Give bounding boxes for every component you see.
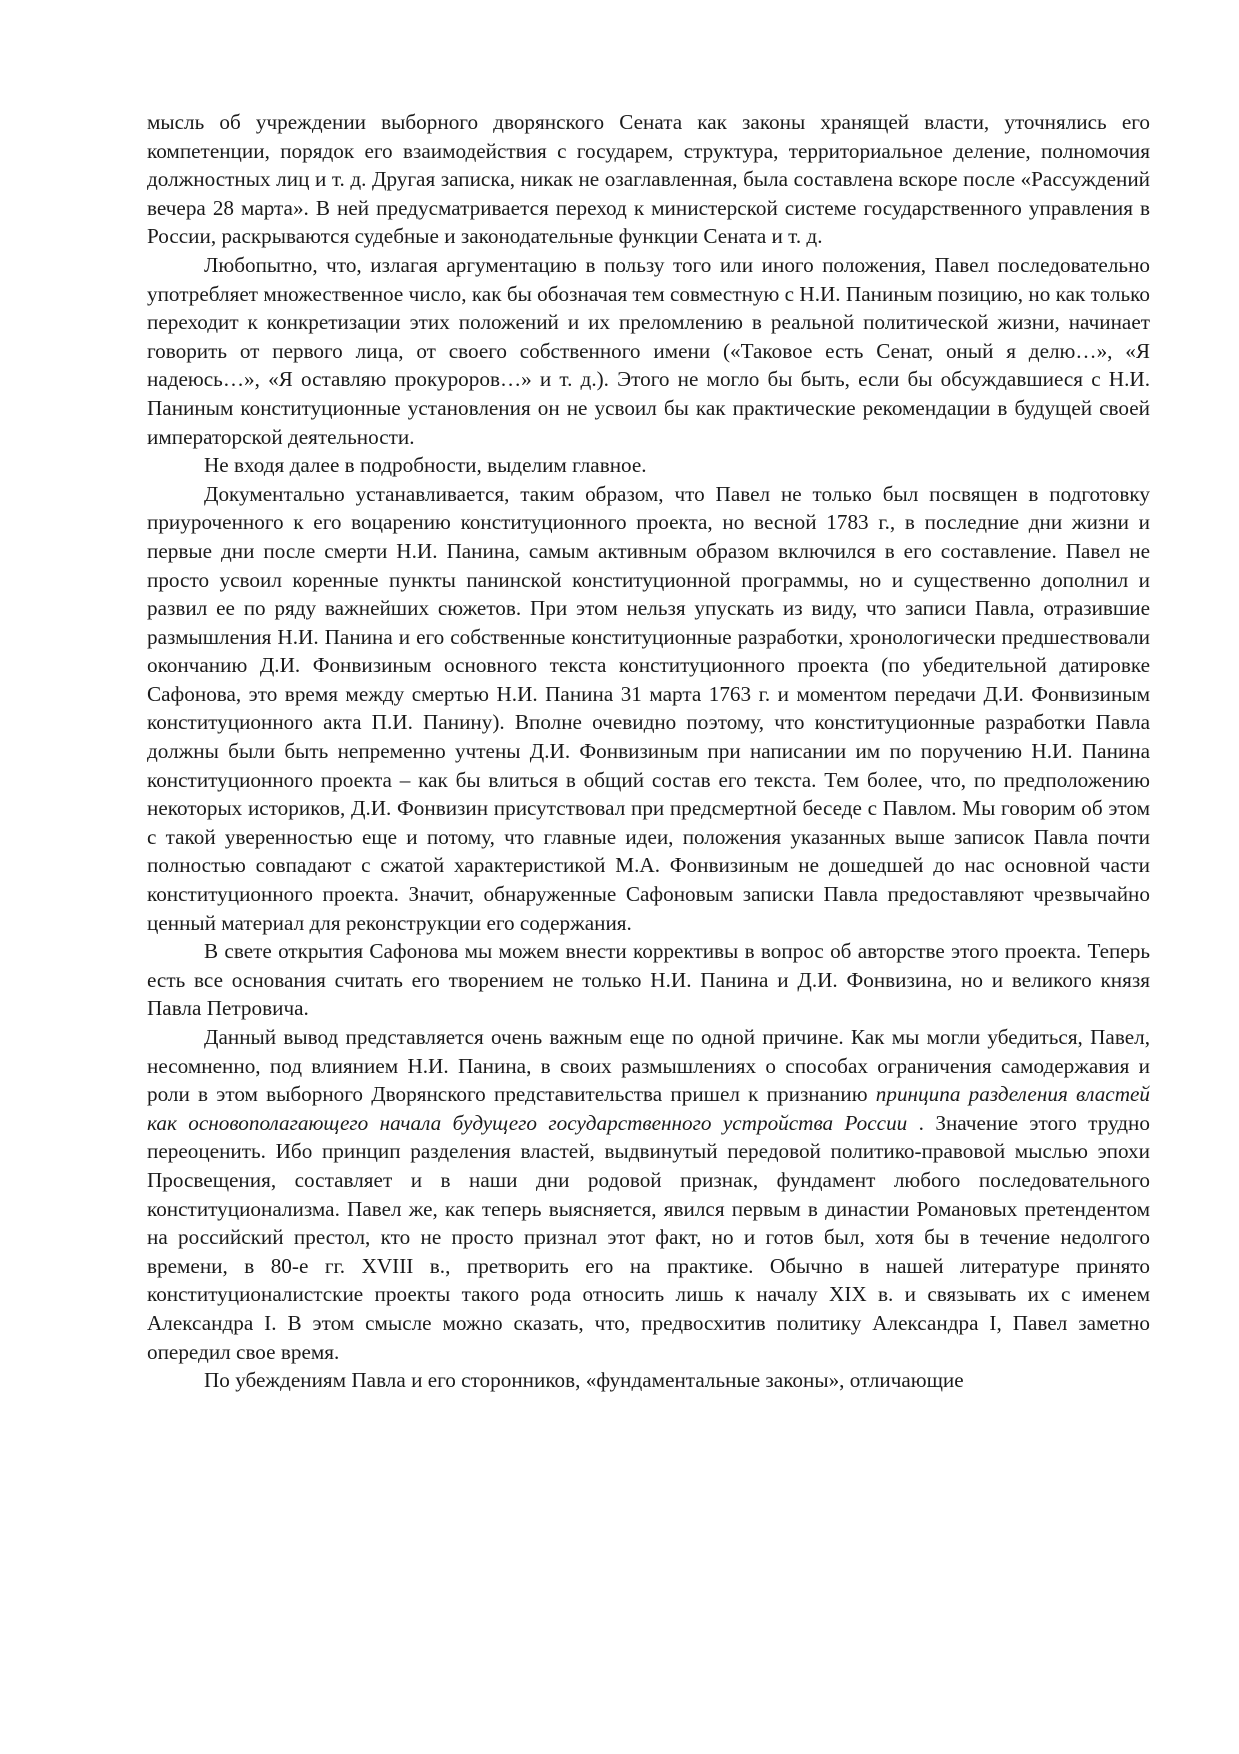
- separation-text-after: . Значение этого трудно переоценить. Ибо принцип разделения властей, выдвинутый передовой политико-правовой мыслью эпохи Просвещения, составляет и в наши дни родовой признак, фундамент любого последовательного конституционализма. Павел же, как теперь выясняется, явился первым в династии Романовых претендентом на российский престол, кто не просто признал этот факт, но и готов был, хотя бы в течение недолгого времени, в 80-е гг. XVIII в., претворить его на практике. Обычно в нашей литературе принято конституционалистские проекты такого рода относить лишь к началу XIX в. и связывать их с именем Александра I. В этом смысле можно сказать, что, предвосхитив политику Александра I, Павел заметно опередил свое время.: [147, 1110, 1150, 1364]
- separation-principle-italic: принципа разделения властей как основополагающего начала будущего государственного устройства России: [147, 1082, 1150, 1135]
- paragraph-separation-of-powers: [147, 1023, 1150, 1366]
- paragraph-documentary-evidence: Документально устанавливается, таким образом, что Павел не только был посвящен в подготовку приуроченного к его воцарению конституционного проекта, но весной 1783 г., в последние дни жизни и первые дни после смерти Н.И. Панина, самым активным образом включился в его составление. Павел не просто усвоил коренные пункты панинской конституционной программы, но и существенно дополнил и развил ее по ряду важнейших сюжетов. При этом нельзя упускать из виду, что записи Павла, отразившие размышления Н.И. Панина и его собственные конституционные разработки, хронологически предшествовали окончанию Д.И. Фонвизиным основного текста конституционного проекта (по убедительной датировке Сафонова, это время между смертью Н.И. Панина 31 марта 1763 г. и моментом передачи Д.И. Фонвизиным конституционного акта П.И. Панину). Вполне очевидно поэтому, что конституционные разработки Павла должны были быть непременно учтены Д.И. Фонвизиным при написании им по поручению Н.И. Панина конституционного проекта – как бы влиться в общий состав его текста. Тем более, что, по предположению некоторых историков, Д.И. Фонвизин присутствовал при предсмертной беседе с Павлом. Мы говорим об этом с такой уверенностью еще и потому, что главные идеи, положения указанных выше записок Павла почти полностью совпадают с сжатой характеристикой М.А. Фонвизиным не дошедшей до нас основной части конституционного проекта. Значит, обнаруженные Сафоновым записки Павла предоставляют чрезвычайно ценный материал для реконструкции его содержания.: [147, 481, 1150, 935]
- paragraph-fundamental-laws: По убеждениям Павла и его сторонников, «фундаментальные законы», отличающие: [204, 1368, 964, 1393]
- paragraph-authorship: В свете открытия Сафонова мы можем внести коррективы в вопрос об авторстве этого проекта. Теперь есть все основания считать его творением не только Н.И. Панина и Д.И. Фонвизина, но и великого князя Павла Петровича.: [147, 939, 1150, 1021]
- paragraph-senate-continuation: мысль об учреждении выборного дворянского Сената как законы хранящей власти, уточнялись его компетенции, порядок его взаимодействия с государем, структура, территориальное деление, полномочия должностных лиц и т. д. Другая записка, никак не озаглавленная, была составлена вскоре после «Рассуждений вечера 28 марта». В ней предусматривается переход к министерской системе государственного управления в России, раскрываются судебные и законодательные функции Сената и т. д.: [147, 110, 1150, 249]
- paragraph-first-person: Любопытно, что, излагая аргументацию в пользу того или иного положения, Павел последовательно употребляет множественное число, как бы обозначая тем совместную с Н.И. Паниным позицию, но как только переходит к конкретизации этих положений и их преломлению в реальной политической жизни, начинает говорить от первого лица, от своего собственного имени («Таковое есть Сенат, оный я делю…», «Я надеюсь…», «Я оставляю прокуроров…» и т. д.). Этого не могло бы быть, если бы обсуждавшиеся с Н.И. Паниным конституционные установления он не усвоил бы как практические рекомендации в будущей своей императорской деятельности.: [147, 252, 1150, 449]
- separation-text-before: Данный вывод представляется очень важным еще по одной причине. Как мы могли убедиться, Павел, несомненно, под влиянием Н.И. Панина, в своих размышлениях о способах ограничения самодержавия и роли в этом выборного Дворянского представительства пришел к признанию: [147, 1025, 1150, 1107]
- document-page: [147, 108, 1150, 1395]
- paragraph-main-point: Не входя далее в подробности, выделим главное.: [204, 453, 647, 478]
